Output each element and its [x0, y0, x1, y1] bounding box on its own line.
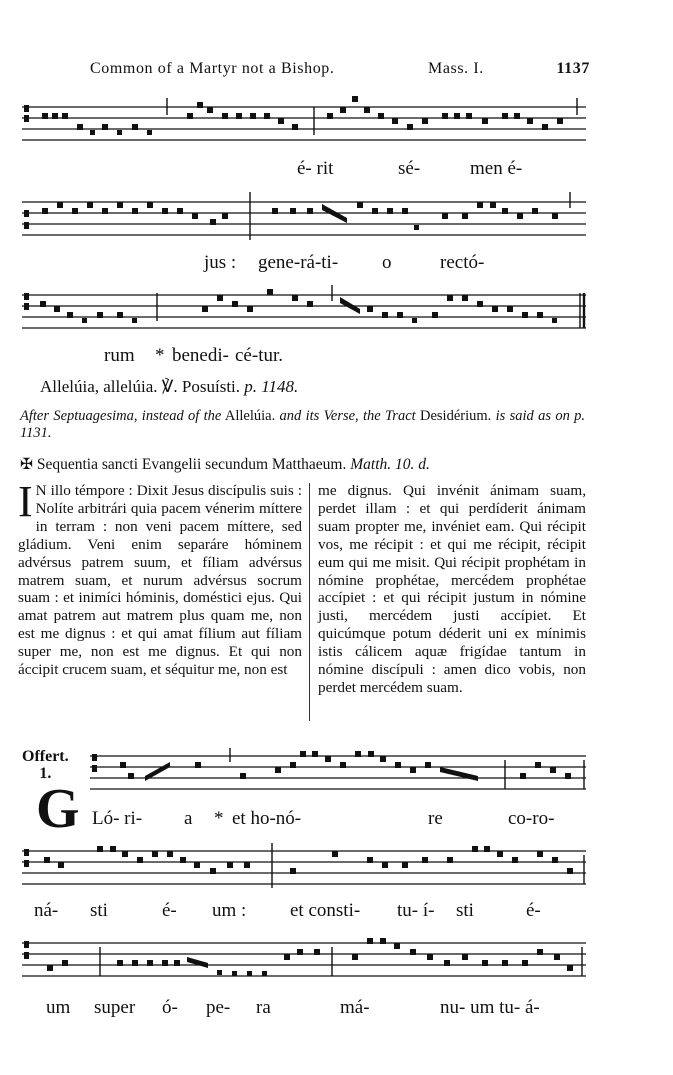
chant-staff [22, 283, 586, 343]
gospel-heading [20, 455, 430, 474]
chant-syllable: benedi- [172, 345, 229, 366]
chant-syllable: nu- um tu- á- [440, 997, 540, 1018]
gospel-title: Sequentia sancti Evangelii secundum Matthaeum. [36, 456, 347, 473]
gospel-text: me dignus. Qui invénit ánimam suam, perdet illam : et qui perdíderit ánimam suam propter me, invéniet eam. Qui récipit vos, me récipit : et qui me récipit, récipit eum qui me misit. Qui récipit prophétam in nómine prophétae, mercédem prophétae accípiet : et qui récipit justum in nómine justi, mercédem justi accípiet. Et quicúmque potum déderit uni ex mínimis istis cálicem aquæ frigídae tantum in nómine discípuli : amen dico vobis, non perdet mercédem suam. [318, 482, 586, 696]
chant-syllable: é- [162, 900, 177, 921]
chant-staff [22, 843, 586, 893]
chant-syllable: ra [256, 997, 271, 1018]
chant-syllable: ó- [162, 997, 178, 1018]
chant-syllable: o [382, 252, 392, 273]
chant-staff [22, 95, 586, 155]
chant-initial: G [36, 778, 80, 840]
chant-syllable: é- [526, 900, 541, 921]
chant-syllable: tu- í- [397, 900, 435, 921]
column-divider [309, 483, 310, 721]
drop-cap: I [18, 477, 33, 526]
gospel-ref: Matth. 10. d. [350, 456, 430, 473]
gospel-column-left [18, 477, 302, 679]
chant-syllable: um : [212, 900, 247, 921]
mass-label: Mass. I. [428, 60, 484, 77]
chant-syllable: et ho-nó- [232, 808, 302, 829]
gospel-column-right [318, 482, 586, 697]
offertory-title: Offert. [22, 748, 69, 765]
chant-syllable: Ló- ri- [92, 808, 143, 829]
rubric-text: is said as on p. 1131. [20, 408, 586, 441]
chant-syllable: sti [456, 900, 474, 921]
offertory-label [22, 748, 69, 782]
rubric-text: Allelúia. [224, 408, 276, 424]
chant-syllable: é- rit [297, 158, 334, 179]
page-number: 1137 [556, 60, 590, 77]
chant-syllable: et consti- [290, 900, 361, 921]
rubric-text: and its Verse, the Tract [279, 408, 416, 424]
rubric-text: Desidérium. [420, 408, 492, 424]
gospel-text: N illo témpore : Dixit Jesus discípulis suis : Nolíte arbitrári quia pacem vénerim míttere in terram : non veni pacem míttere, sed gládium. Veni enim separáre hóminem advérsus patrem suum, et fíliam advérsus matrem suam, et nurum advérsus socrum suam : et inimíci hóminis, doméstici ejus. Qui amat patrem aut matrem plus quam me, non est me dignus : et qui amat fílium aut fíliam super me, non est me dignus. Et qui non áccipit crucem suam, et séquitur me, non est [18, 482, 302, 679]
chant-staff [22, 935, 586, 990]
chant-syllable: um [46, 997, 71, 1018]
chant-syllable: a [184, 808, 193, 829]
chant-staff [90, 748, 586, 798]
alleluia-line [40, 377, 298, 397]
chant-staff [22, 190, 586, 250]
chant-syllable: má- [340, 997, 370, 1018]
offertory-mode: 1. [39, 765, 52, 782]
chant-syllable: jus : [204, 252, 237, 273]
cross-icon: ✠ [20, 456, 33, 473]
chant-syllable: co-ro- [508, 808, 555, 829]
chant-syllable: super [94, 997, 136, 1018]
chant-syllable: ná- [34, 900, 59, 921]
running-title: Common of a Martyr not a Bishop. [90, 60, 335, 77]
rubric [20, 408, 585, 442]
chant-syllable: sé- [398, 158, 421, 179]
chant-syllable: re [428, 808, 443, 829]
chant-syllable: rectó- [440, 252, 485, 273]
chant-syllable: * [214, 808, 224, 829]
chant-syllable: pe- [206, 997, 231, 1018]
alleluia-text: Allelúia, allelúia. ℣. Posuísti. [40, 377, 241, 396]
chant-syllable: gene-rá-ti- [258, 252, 339, 273]
alleluia-ref: p. 1148. [244, 377, 299, 396]
chant-syllable: men é- [470, 158, 523, 179]
chant-syllable: sti [90, 900, 108, 921]
chant-syllable: rum [104, 345, 135, 366]
chant-syllable: * [155, 345, 165, 366]
chant-syllable: cé-tur. [235, 345, 284, 366]
rubric-text: After Septuagesima, instead of the [20, 408, 222, 424]
